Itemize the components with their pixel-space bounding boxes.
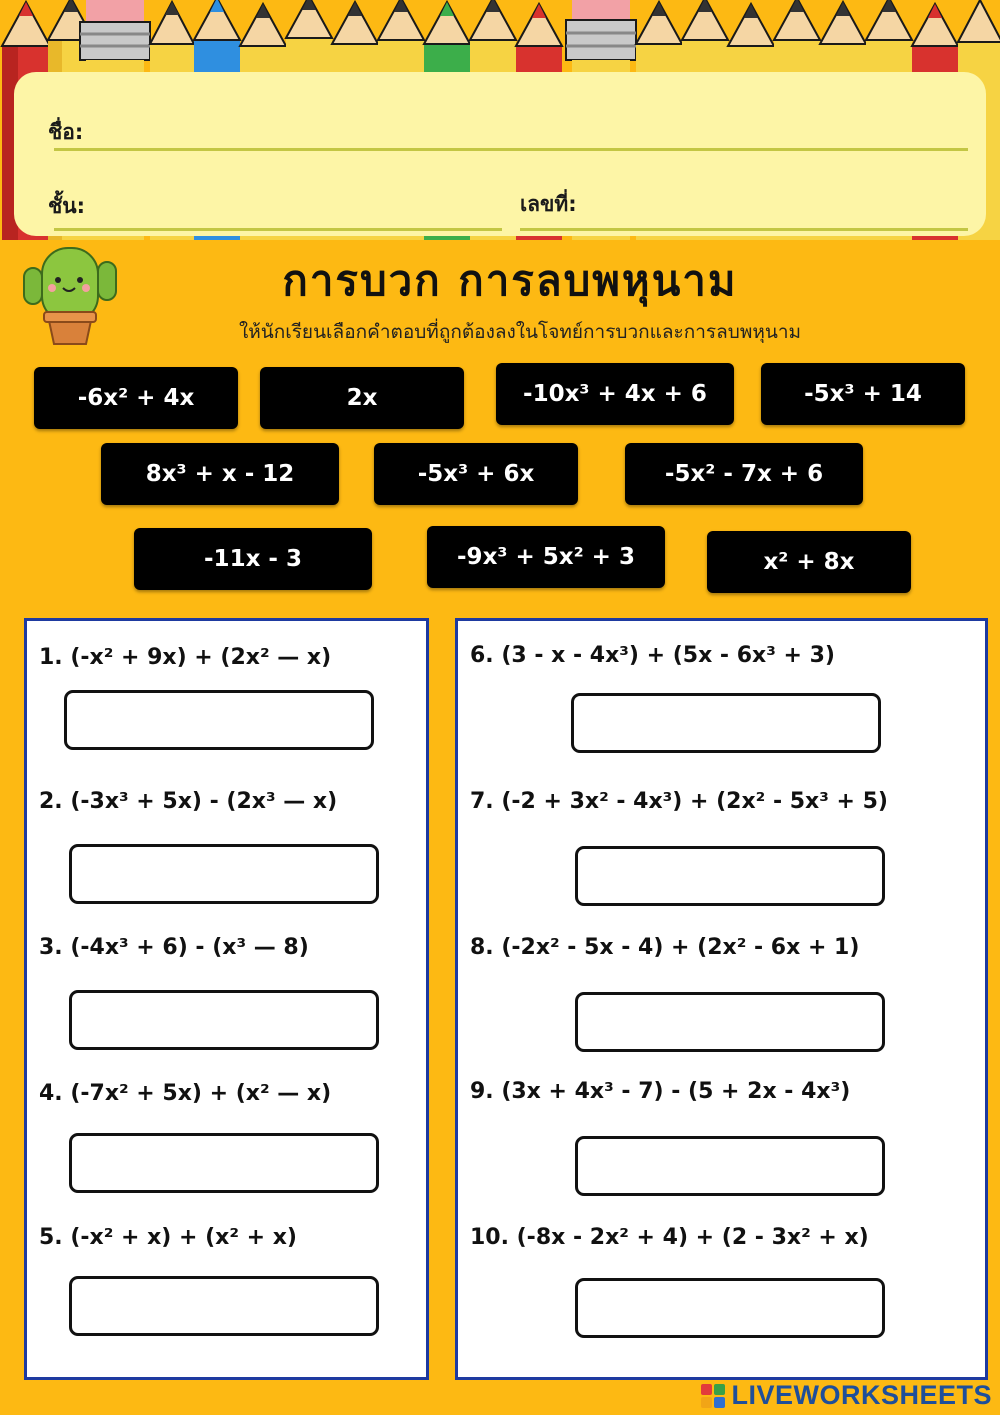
answer-chip-2[interactable]: 2x — [260, 367, 464, 429]
question-9: 9. (3x + 4x³ - 7) - (5 + 2x - 4x³) — [470, 1079, 851, 1104]
worksheet-title: การบวก การลบพหุนาม — [282, 256, 738, 305]
logo-cubes-icon — [701, 1384, 725, 1408]
answer-box-4[interactable] — [69, 1133, 379, 1193]
answer-box-10[interactable] — [575, 1278, 885, 1338]
liveworksheets-logo — [701, 1380, 992, 1411]
question-8: 8. (-2x² - 5x - 4) + (2x² - 6x + 1) — [470, 935, 860, 960]
answer-box-3[interactable] — [69, 990, 379, 1050]
number-label: เลขที่: — [520, 192, 577, 216]
logo-cube-red — [701, 1384, 712, 1395]
answer-chip-9[interactable]: -9x³ + 5x² + 3 — [427, 526, 665, 588]
class-line[interactable] — [54, 228, 502, 231]
answer-chip-6[interactable]: -5x³ + 6x — [374, 443, 578, 505]
answer-box-7[interactable] — [575, 846, 885, 906]
answer-chip-8[interactable]: -11x - 3 — [134, 528, 372, 590]
answer-box-8[interactable] — [575, 992, 885, 1052]
questions-panel-left — [24, 618, 429, 1380]
question-6: 6. (3 - x - 4x³) + (5x - 6x³ + 3) — [470, 643, 835, 668]
answer-box-1[interactable] — [64, 690, 374, 750]
class-label: ชั้น: — [48, 194, 86, 218]
answer-chip-4[interactable]: -5x³ + 14 — [761, 363, 965, 425]
logo-cube-blue — [714, 1397, 725, 1408]
cactus-mascot-icon — [20, 244, 120, 348]
logo-text: LIVEWORKSHEETS — [731, 1380, 992, 1410]
answer-chip-5[interactable]: 8x³ + x - 12 — [101, 443, 339, 505]
answer-box-6[interactable] — [571, 693, 881, 753]
name-line[interactable] — [54, 148, 968, 151]
number-line[interactable] — [520, 228, 968, 231]
questions-panel-right — [455, 618, 988, 1380]
answer-chip-10[interactable]: x² + 8x — [707, 531, 911, 593]
question-7: 7. (-2 + 3x² - 4x³) + (2x² - 5x³ + 5) — [470, 789, 888, 814]
question-10: 10. (-8x - 2x² + 4) + (2 - 3x² + x) — [470, 1225, 869, 1250]
answer-chip-7[interactable]: -5x² - 7x + 6 — [625, 443, 863, 505]
answer-box-2[interactable] — [69, 844, 379, 904]
answer-chip-1[interactable]: -6x² + 4x — [34, 367, 238, 429]
question-1: 1. (-x² + 9x) + (2x² — x) — [39, 645, 332, 670]
answer-chip-3[interactable]: -10x³ + 4x + 6 — [496, 363, 734, 425]
answer-box-9[interactable] — [575, 1136, 885, 1196]
student-info-card — [14, 72, 986, 236]
question-2: 2. (-3x³ + 5x) - (2x³ — x) — [39, 789, 338, 814]
answer-box-5[interactable] — [69, 1276, 379, 1336]
name-label: ชื่อ: — [48, 120, 84, 144]
logo-cube-green — [714, 1384, 725, 1395]
question-4: 4. (-7x² + 5x) + (x² — x) — [39, 1081, 332, 1106]
question-3: 3. (-4x³ + 6) - (x³ — 8) — [39, 935, 309, 960]
question-5: 5. (-x² + x) + (x² + x) — [39, 1225, 297, 1250]
worksheet-instruction: ให้นักเรียนเลือกคำตอบที่ถูกต้องลงในโจทย์การบวกและการลบพหุนาม — [238, 321, 802, 343]
logo-cube-orange — [701, 1397, 712, 1408]
